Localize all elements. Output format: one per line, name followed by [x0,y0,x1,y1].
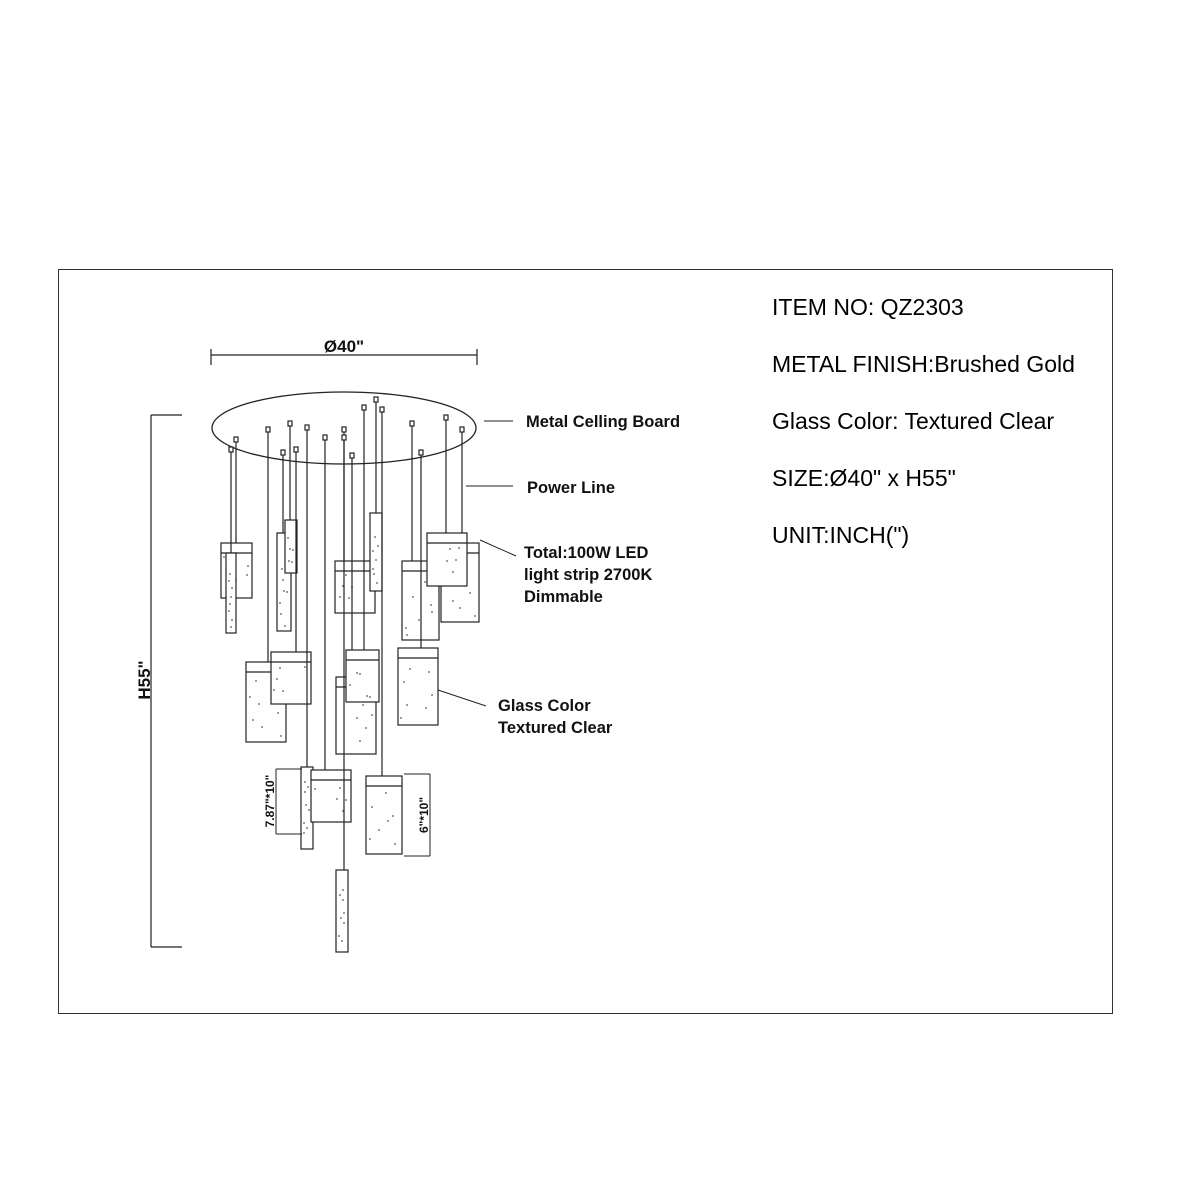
glass-texture-dot [288,560,290,562]
spec-metal-finish: METAL FINISH:Brushed Gold [772,351,1075,377]
canopy-fitting-9 [342,427,346,432]
glass-texture-dot [342,889,344,891]
pendant-glass-8 [311,770,351,822]
glass-texture-dot [372,568,374,570]
glass-texture-dot [366,695,368,697]
glass-texture-dot [371,714,373,716]
glass-texture-dot [283,590,285,592]
glass-texture-dot [291,561,293,563]
glass-texture-dot [449,548,451,550]
glass-texture-dot [378,829,380,831]
canopy-fitting-13 [374,397,378,402]
canopy-fitting-16 [419,450,423,455]
canopy-fitting-15 [410,421,414,426]
canopy-fitting-18 [460,427,464,432]
glass-texture-dot [406,704,408,706]
glass-texture-dot [458,547,460,549]
canopy-fitting-1 [234,437,238,442]
glass-texture-dot [304,666,306,668]
glass-texture-dot [277,712,279,714]
glass-texture-dot [387,820,389,822]
glass-texture-dot [425,707,427,709]
glass-texture-dot [406,634,408,636]
glass-texture-dot [307,786,309,788]
glass-texture-dot [303,822,305,824]
glass-texture-dot [400,717,402,719]
small-pendant-dimension [276,769,302,834]
glass-texture-dot [282,579,284,581]
glass-texture-dot [343,912,345,914]
glass-texture-dot [455,559,457,561]
canopy-fitting-14 [380,407,384,412]
height-label: H55" [135,660,154,700]
glass-texture-dot [338,935,340,937]
glass-texture-dot [403,681,405,683]
glass-texture-dot [365,727,367,729]
glass-texture-dot [306,827,308,829]
glass-texture-dot [369,696,371,698]
pendant-glass-5 [285,520,297,573]
glass-texture-dot [280,735,282,737]
canopy-fitting-12 [362,405,366,410]
glass-texture-dot [258,703,260,705]
glass-texture-dot [314,788,316,790]
glass-callout-line2: Textured Clear [498,719,613,737]
ceiling-board-callout: Metal Celling Board [526,413,681,431]
large-pendant-dimension-label: 6"*10" [417,796,431,834]
glass-texture-dot [228,610,230,612]
glass-texture-dot [376,582,378,584]
glass-texture-dot [303,832,305,834]
glass-texture-dot [339,894,341,896]
canopy-fitting-8 [323,435,327,440]
led-callout-line3: Dimmable [524,588,603,606]
glass-texture-dot [282,690,284,692]
glass-texture-dot [279,602,281,604]
height-dimension [151,415,182,947]
glass-texture-dot [279,667,281,669]
glass-texture-dot [343,922,345,924]
glass-texture-dot [276,678,278,680]
glass-texture-dot [371,806,373,808]
pendant-glass-13 [370,513,382,591]
glass-texture-dot [255,680,257,682]
glass-texture-dot [249,696,251,698]
glass-texture-dot [230,596,232,598]
pendant-glass-12 [346,650,379,702]
glass-texture-dot [289,548,291,550]
glass-texture-dot [369,838,371,840]
glass-texture-dot [431,611,433,613]
glass-texture-dot [340,917,342,919]
glass-texture-dot [247,565,249,567]
glass-texture-dot [431,694,433,696]
glass-texture-dot [359,673,361,675]
glass-texture-dot [231,587,233,589]
glass-texture-dot [284,625,286,627]
canopy-fitting-2 [229,447,233,452]
glass-texture-dot [231,619,233,621]
pendant-glass-9 [335,561,375,613]
glass-texture-dot [246,574,248,576]
glass-texture-dot [385,792,387,794]
glass-texture-dot [261,726,263,728]
glass-texture-dot [349,684,351,686]
glass-texture-dot [339,596,341,598]
glass-texture-dot [474,615,476,617]
glass-texture-dot [223,556,225,558]
glass-texture-dot [308,809,310,811]
pendant-glass-6 [271,652,311,704]
led-callout-line2: light strip 2700K [524,566,653,584]
glass-texture-dot [287,537,289,539]
glass-texture-dot [430,604,432,606]
pendant-glass-14 [366,776,402,854]
glass-texture-dot [304,781,306,783]
glass-texture-dot [459,607,461,609]
glass-texture-dot [345,799,347,801]
glass-texture-dot [345,574,347,576]
spec-item-no: ITEM NO: QZ2303 [772,294,964,320]
glass-texture-dot [230,626,232,628]
glass-texture-dot [229,573,231,575]
glass-texture-dot [229,603,231,605]
glass-texture-dot [373,573,375,575]
small-pendant-dimension-label: 7.87"*10" [263,774,277,828]
glass-texture-dot [281,568,283,570]
canopy-fitting-7 [305,425,309,430]
glass-texture-dot [418,619,420,621]
glass-texture-dot [359,740,361,742]
glass-texture-dot [362,704,364,706]
glass-texture-dot [356,717,358,719]
glass-texture-dot [348,597,350,599]
glass-texture-dot [372,550,374,552]
glass-texture-dot [341,940,343,942]
glass-texture-dot [273,689,275,691]
glass-texture-dot [446,560,448,562]
canopy-fitting-17 [444,415,448,420]
glass-texture-dot [228,580,230,582]
glass-texture-dot [356,672,358,674]
pendant-glass-18 [427,533,467,586]
glass-texture-dot [252,719,254,721]
canopy-fitting-4 [281,450,285,455]
glass-texture-dot [374,536,376,538]
spec-glass-color: Glass Color: Textured Clear [772,408,1055,434]
glass-texture-dot [280,613,282,615]
spec-size: SIZE:Ø40" x H55" [772,465,956,491]
glass-texture-dot [392,815,394,817]
glass-texture-dot [424,581,426,583]
canopy-fitting-5 [288,421,292,426]
glass-callout-line1: Glass Color [498,697,591,715]
canopy-fitting-11 [342,435,346,440]
glass-texture-dot [469,592,471,594]
glass-texture-dot [292,549,294,551]
glass-texture-dot [377,545,379,547]
pendant-glass-16 [398,648,438,725]
glass-texture-dot [305,804,307,806]
glass-texture-dot [286,591,288,593]
canopy-fitting-6 [294,447,298,452]
glass-texture-dot [412,596,414,598]
pendant-glass-11 [336,870,348,952]
canopy-fitting-3 [266,427,270,432]
glass-texture-dot [452,571,454,573]
glass-texture-dot [405,627,407,629]
pendant-glass-2 [226,553,236,633]
led-callout-line1: Total:100W LED [524,544,649,562]
glass-texture-dot [452,600,454,602]
canopy-fitting-10 [350,453,354,458]
glass-texture-dot [428,671,430,673]
glass-texture-dot [375,559,377,561]
glass-texture-dot [342,899,344,901]
glass-texture-dot [409,668,411,670]
glass-texture-dot [304,791,306,793]
glass-texture-dot [339,787,341,789]
power-line-callout: Power Line [527,479,616,497]
pendant-group [221,397,479,952]
diameter-label: Ø40" [323,337,365,356]
spec-unit: UNIT:INCH(") [772,522,910,548]
glass-texture-dot [336,798,338,800]
glass-texture-dot [394,843,396,845]
